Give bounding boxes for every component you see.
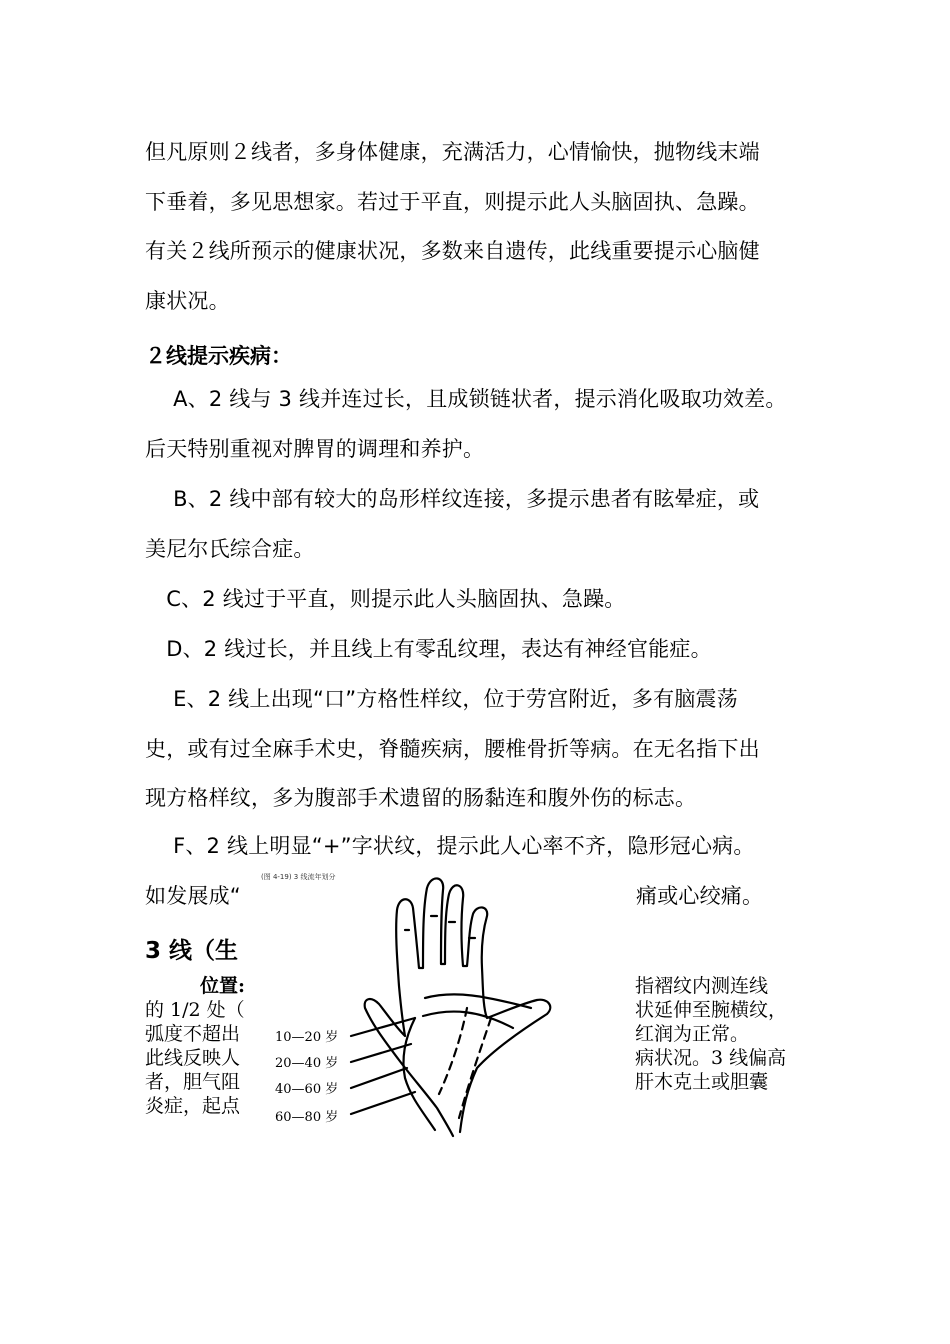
text-line: E、2 线上出现“口”方格性样纹，位于劳宫附近，多有脑震荡 xyxy=(145,687,738,711)
item-d-paragraph xyxy=(145,625,815,675)
item-c-paragraph xyxy=(145,575,815,625)
text-line: 指褶纹内测连线 xyxy=(635,975,769,997)
section-heading-line2-diseases: ２线提示疾病： xyxy=(145,344,292,368)
age-label: 60—80 岁 xyxy=(275,1110,339,1125)
life-line xyxy=(403,1018,435,1130)
age-label: 20—40 岁 xyxy=(275,1056,339,1071)
text-line: 后天特别重视对脾胃的调理和养护。 xyxy=(145,436,485,461)
item-b-paragraph xyxy=(145,475,815,574)
text-line: 康状况。 xyxy=(145,288,230,313)
hand-outline xyxy=(365,878,551,1136)
text-line: 状延伸至腕横纹， xyxy=(635,999,788,1021)
position-text-left-column xyxy=(145,998,265,1118)
text-line: 史，或有过全麻手术史，脊髓疾病，腰椎骨折等病。在无名指下出 xyxy=(145,736,760,761)
text-line: B、2 线中部有较大的岛形样纹连接，多提示患者有眩晕症，或 xyxy=(145,487,760,511)
intro-paragraph xyxy=(145,128,815,326)
dashed-line xyxy=(439,1008,467,1094)
item-f-fragment-left: 如发展成“ xyxy=(145,884,241,908)
item-f-fragment-right: 痛或心绞痛。 xyxy=(636,884,764,908)
text-line: 现方格样纹，多为腹部手术遗留的肠黏连和腹外伤的标志。 xyxy=(145,786,697,810)
text-line: 弧度不超出 xyxy=(145,1023,241,1045)
position-label-text: 位置: xyxy=(200,975,246,997)
item-a-paragraph xyxy=(145,375,815,474)
section-heading-line3: 3 线（生 xyxy=(145,938,239,964)
heart-line xyxy=(425,994,531,1008)
text-line: 炎症，起点 xyxy=(145,1095,241,1117)
text-line: 有关２线所预示的健康状况，多数来自遗传，此线重要提示心脑健 xyxy=(145,239,760,263)
text-line: C、2 线过于平直，则提示此人头脑固执、急躁。 xyxy=(145,587,626,611)
text-line: 红润为正常。 xyxy=(635,1023,750,1045)
text-line: 下垂着，多见思想家。若过于平直，则提示此人头脑固执、急躁。 xyxy=(145,189,760,214)
text-line: 但凡原则２线者，多身体健康，充满活力，心情愉快，抛物线末端 xyxy=(145,140,760,164)
text-line: 此线反映人 xyxy=(145,1047,241,1069)
age-label: 40—60 岁 xyxy=(275,1082,339,1097)
text-line: 者，胆气阻 xyxy=(145,1071,241,1093)
palm-illustration xyxy=(255,868,555,1140)
text-line: A、2 线与 3 线并连过长，且成锁链状者，提示消化吸取功效差。 xyxy=(145,387,787,411)
text-line: 的 1/2 处（ xyxy=(145,999,245,1021)
fate-line xyxy=(459,1018,491,1118)
palm-line-figure xyxy=(255,868,555,1140)
age-pointer-line xyxy=(351,1044,411,1062)
item-f-paragraph xyxy=(145,822,815,872)
position-text-right-column xyxy=(635,974,815,1094)
age-label: 10—20 岁 xyxy=(275,1030,339,1045)
text-line: 美尼尔氏综合症。 xyxy=(145,536,315,561)
item-e-paragraph xyxy=(145,675,815,824)
figure-caption: (图 4-19) 3 线流年划分 xyxy=(261,873,336,881)
text-line: D、2 线过长，并且线上有零乱纹理，表达有神经官能症。 xyxy=(145,637,712,661)
text-line: 病状况。3 线偏高 xyxy=(635,1047,787,1069)
text-line: F、2 线上明显“+”字状纹，提示此人心率不齐，隐形冠心病。 xyxy=(145,834,755,858)
age-pointer-line xyxy=(351,1092,415,1114)
age-pointer-line xyxy=(351,1068,407,1088)
text-line: 肝木克土或胆囊 xyxy=(635,1071,769,1093)
